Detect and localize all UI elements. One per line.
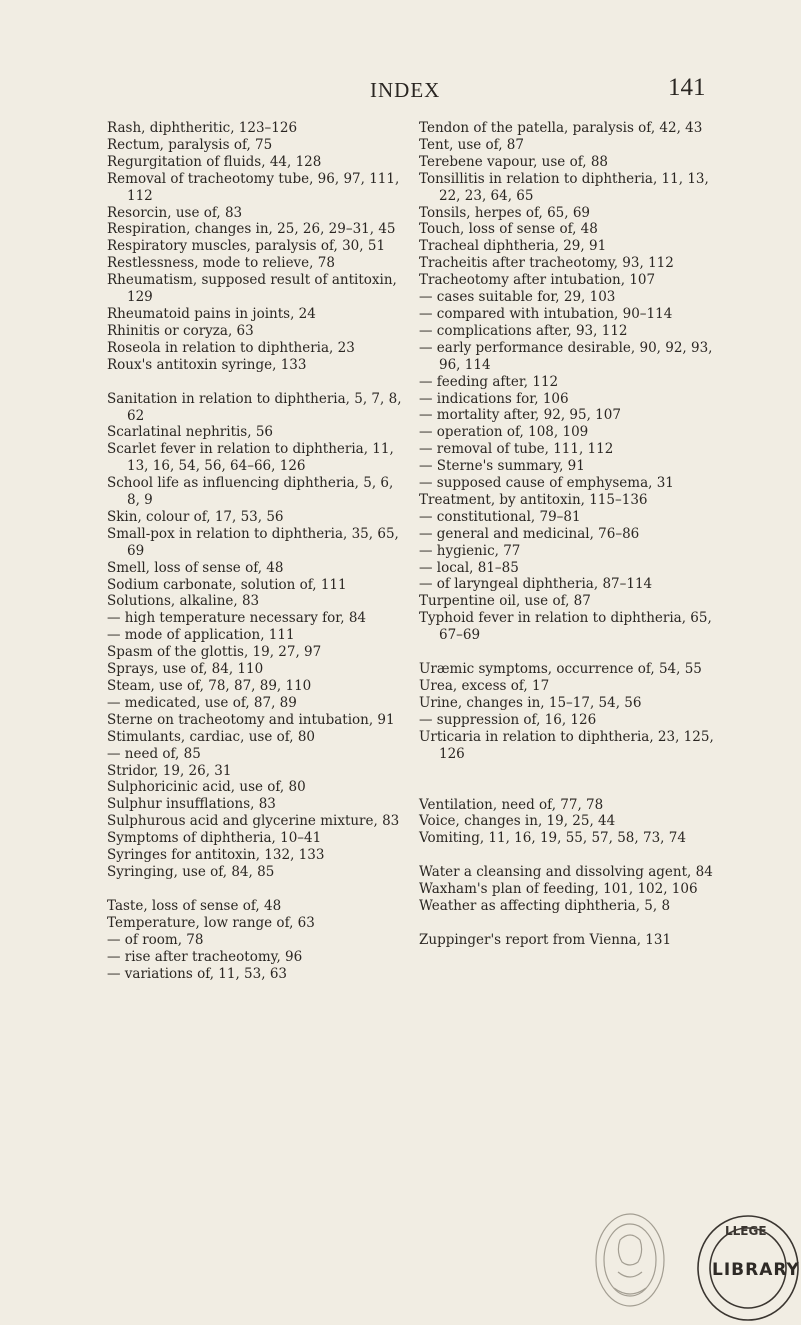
index-entry: — high temperature necessary for, 84 bbox=[107, 610, 366, 627]
index-entry: — mode of application, 111 bbox=[107, 627, 295, 644]
section-gap bbox=[419, 780, 719, 797]
index-entry: Ventilation, need of, 77, 78 bbox=[419, 796, 604, 813]
index-entry: Rhinitis or coryza, 63 bbox=[107, 322, 254, 339]
page-title: INDEX bbox=[370, 78, 441, 102]
index-entry: Steam, use of, 78, 87, 89, 110 bbox=[107, 678, 312, 694]
index-entry: — operation of, 108, 109 bbox=[419, 424, 589, 441]
index-entry: Sulphoricinic acid, use of, 80 bbox=[107, 779, 306, 796]
index-entry: — Sterne's summary, 91 bbox=[419, 458, 585, 475]
index-entry: School life as influencing diphtheria, 5, 6, 8, 9 bbox=[107, 475, 394, 509]
index-entry: Treatment, by antitoxin, 115–136 bbox=[419, 491, 648, 508]
index-entry: Weather as affecting diphtheria, 5, 8 bbox=[419, 898, 671, 915]
index-entry: Zuppinger's report from Vienna, 131 bbox=[419, 931, 672, 948]
index-entry: Skin, colour of, 17, 53, 56 bbox=[107, 508, 284, 525]
index-entry: Waxham's plan of feeding, 101, 102, 106 bbox=[419, 881, 698, 898]
index-entry: Typhoid fever in relation to diphtheria, 65, 67–69 bbox=[419, 610, 712, 644]
index-entry: Sulphurous acid and glycerine mixture, 83 bbox=[107, 813, 400, 830]
index-entry: Removal of tracheotomy tube, 96, 97, 111, 112 bbox=[107, 170, 400, 204]
index-column-right bbox=[419, 120, 719, 949]
index-entry: Sterne on tracheotomy and intubation, 91 bbox=[107, 711, 395, 728]
index-entry: Tonsillitis in relation to diphtheria, 11, 13, 22, 23, 64, 65 bbox=[419, 170, 709, 204]
index-entry: Syringes for antitoxin, 132, 133 bbox=[107, 847, 325, 864]
index-entry: Rheumatism, supposed result of antitoxin, 129 bbox=[107, 272, 397, 306]
section-gap bbox=[107, 881, 407, 898]
index-entry: — variations of, 11, 53, 63 bbox=[107, 965, 287, 982]
index-entry: Tendon of the patella, paralysis of, 42, 43 bbox=[419, 120, 703, 136]
index-entry: Sprays, use of, 84, 110 bbox=[107, 661, 264, 678]
index-entry: Sodium carbonate, solution of, 111 bbox=[107, 576, 347, 593]
library-stamps bbox=[590, 1210, 800, 1321]
section-gap bbox=[419, 915, 719, 932]
index-entry: — local, 81–85 bbox=[419, 559, 519, 576]
index-entry: Urticaria in relation to diphtheria, 23, 125, 126 bbox=[419, 728, 714, 762]
index-entry: Resorcin, use of, 83 bbox=[107, 204, 243, 221]
index-entry: Respiratory muscles, paralysis of, 30, 51 bbox=[107, 238, 386, 255]
index-entry: — complications after, 93, 112 bbox=[419, 322, 628, 339]
index-entry: Restlessness, mode to relieve, 78 bbox=[107, 255, 335, 272]
index-entry: Tonsils, herpes of, 65, 69 bbox=[419, 204, 591, 221]
index-column-left bbox=[107, 120, 407, 982]
index-entry: Regurgitation of fluids, 44, 128 bbox=[107, 153, 322, 170]
index-entry: — feeding after, 112 bbox=[419, 373, 559, 390]
index-entry: — need of, 85 bbox=[107, 745, 201, 762]
index-entry: Water a cleansing and dissolving agent, 84 bbox=[419, 864, 713, 881]
index-entry: Sulphur insufflations, 83 bbox=[107, 796, 276, 813]
index-entry: — mortality after, 92, 95, 107 bbox=[419, 407, 621, 424]
index-entry: — compared with intubation, 90–114 bbox=[419, 305, 673, 322]
index-entry: Smell, loss of sense of, 48 bbox=[107, 559, 284, 576]
index-entry: Solutions, alkaline, 83 bbox=[107, 593, 260, 610]
index-entry: Spasm of the glottis, 19, 27, 97 bbox=[107, 644, 322, 661]
seal-arc-text: LLEGE bbox=[725, 1224, 767, 1238]
index-entry: — general and medicinal, 76–86 bbox=[419, 525, 640, 542]
index-entry: Sanitation in relation to diphtheria, 5, 7, 8, 62 bbox=[107, 390, 402, 424]
index-entry: Small-pox in relation to diphtheria, 35, 65, 69 bbox=[107, 525, 399, 559]
index-entry: — indications for, 106 bbox=[419, 390, 569, 407]
index-entry: Tent, use of, 87 bbox=[419, 136, 524, 153]
index-entry: Rectum, paralysis of, 75 bbox=[107, 136, 273, 153]
index-entry: Stimulants, cardiac, use of, 80 bbox=[107, 728, 316, 745]
page-number: 141 bbox=[668, 74, 706, 101]
index-entry: — medicated, use of, 87, 89 bbox=[107, 694, 297, 711]
index-entry: — constitutional, 79–81 bbox=[419, 508, 581, 525]
index-entry: Roux's antitoxin syringe, 133 bbox=[107, 356, 307, 373]
index-entry: Symptoms of diphtheria, 10–41 bbox=[107, 830, 322, 847]
index-entry: Tracheotomy after intubation, 107 bbox=[419, 272, 656, 289]
index-entry: Rheumatoid pains in joints, 24 bbox=[107, 305, 316, 322]
seal-library-text: LIBRARY bbox=[712, 1260, 800, 1280]
index-entry: — removal of tube, 111, 112 bbox=[419, 441, 614, 458]
index-entry: — of laryngeal diphtheria, 87–114 bbox=[419, 576, 653, 593]
index-entry: Turpentine oil, use of, 87 bbox=[419, 593, 591, 610]
index-entry: Taste, loss of sense of, 48 bbox=[107, 897, 282, 914]
index-entry: — early performance desirable, 90, 92, 93, 96, 114 bbox=[419, 339, 713, 373]
index-entry: Voice, changes in, 19, 25, 44 bbox=[419, 813, 616, 830]
index-entry: Stridor, 19, 26, 31 bbox=[107, 762, 232, 779]
index-entry: Scarlatinal nephritis, 56 bbox=[107, 424, 273, 441]
crest-stamp bbox=[596, 1214, 664, 1306]
index-entry: Syringing, use of, 84, 85 bbox=[107, 863, 275, 880]
index-entry: Rash, diphtheritic, 123–126 bbox=[107, 120, 298, 136]
index-entry: Respiration, changes in, 25, 26, 29–31, 45 bbox=[107, 221, 396, 238]
section-gap bbox=[419, 763, 719, 780]
index-entry: — rise after tracheotomy, 96 bbox=[107, 948, 303, 965]
index-entry: — of room, 78 bbox=[107, 931, 204, 948]
index-entry: Roseola in relation to diphtheria, 23 bbox=[107, 339, 355, 356]
index-entry: Tracheitis after tracheotomy, 93, 112 bbox=[419, 255, 674, 272]
index-entry: Urine, changes in, 15–17, 54, 56 bbox=[419, 694, 642, 711]
index-entry: Vomiting, 11, 16, 19, 55, 57, 58, 73, 74 bbox=[419, 830, 686, 847]
section-gap bbox=[419, 644, 719, 661]
index-entry: — suppression of, 16, 126 bbox=[419, 711, 597, 728]
section-gap bbox=[419, 847, 719, 864]
index-entry: Touch, loss of sense of, 48 bbox=[419, 221, 598, 238]
index-entry: Terebene vapour, use of, 88 bbox=[419, 153, 608, 170]
index-entry: Temperature, low range of, 63 bbox=[107, 914, 315, 931]
index-entry: Uræmic symptoms, occurrence of, 54, 55 bbox=[419, 661, 702, 678]
section-gap bbox=[107, 374, 407, 391]
index-entry: — supposed cause of emphysema, 31 bbox=[419, 475, 674, 492]
page-header bbox=[0, 72, 801, 102]
index-entry: Urea, excess of, 17 bbox=[419, 678, 550, 694]
index-entry: Scarlet fever in relation to diphtheria, 11, 13, 16, 54, 56, 64–66, 126 bbox=[107, 441, 394, 475]
index-entry: Tracheal diphtheria, 29, 91 bbox=[419, 238, 607, 255]
index-entry: — hygienic, 77 bbox=[419, 542, 521, 559]
index-entry: — cases suitable for, 29, 103 bbox=[419, 289, 616, 306]
